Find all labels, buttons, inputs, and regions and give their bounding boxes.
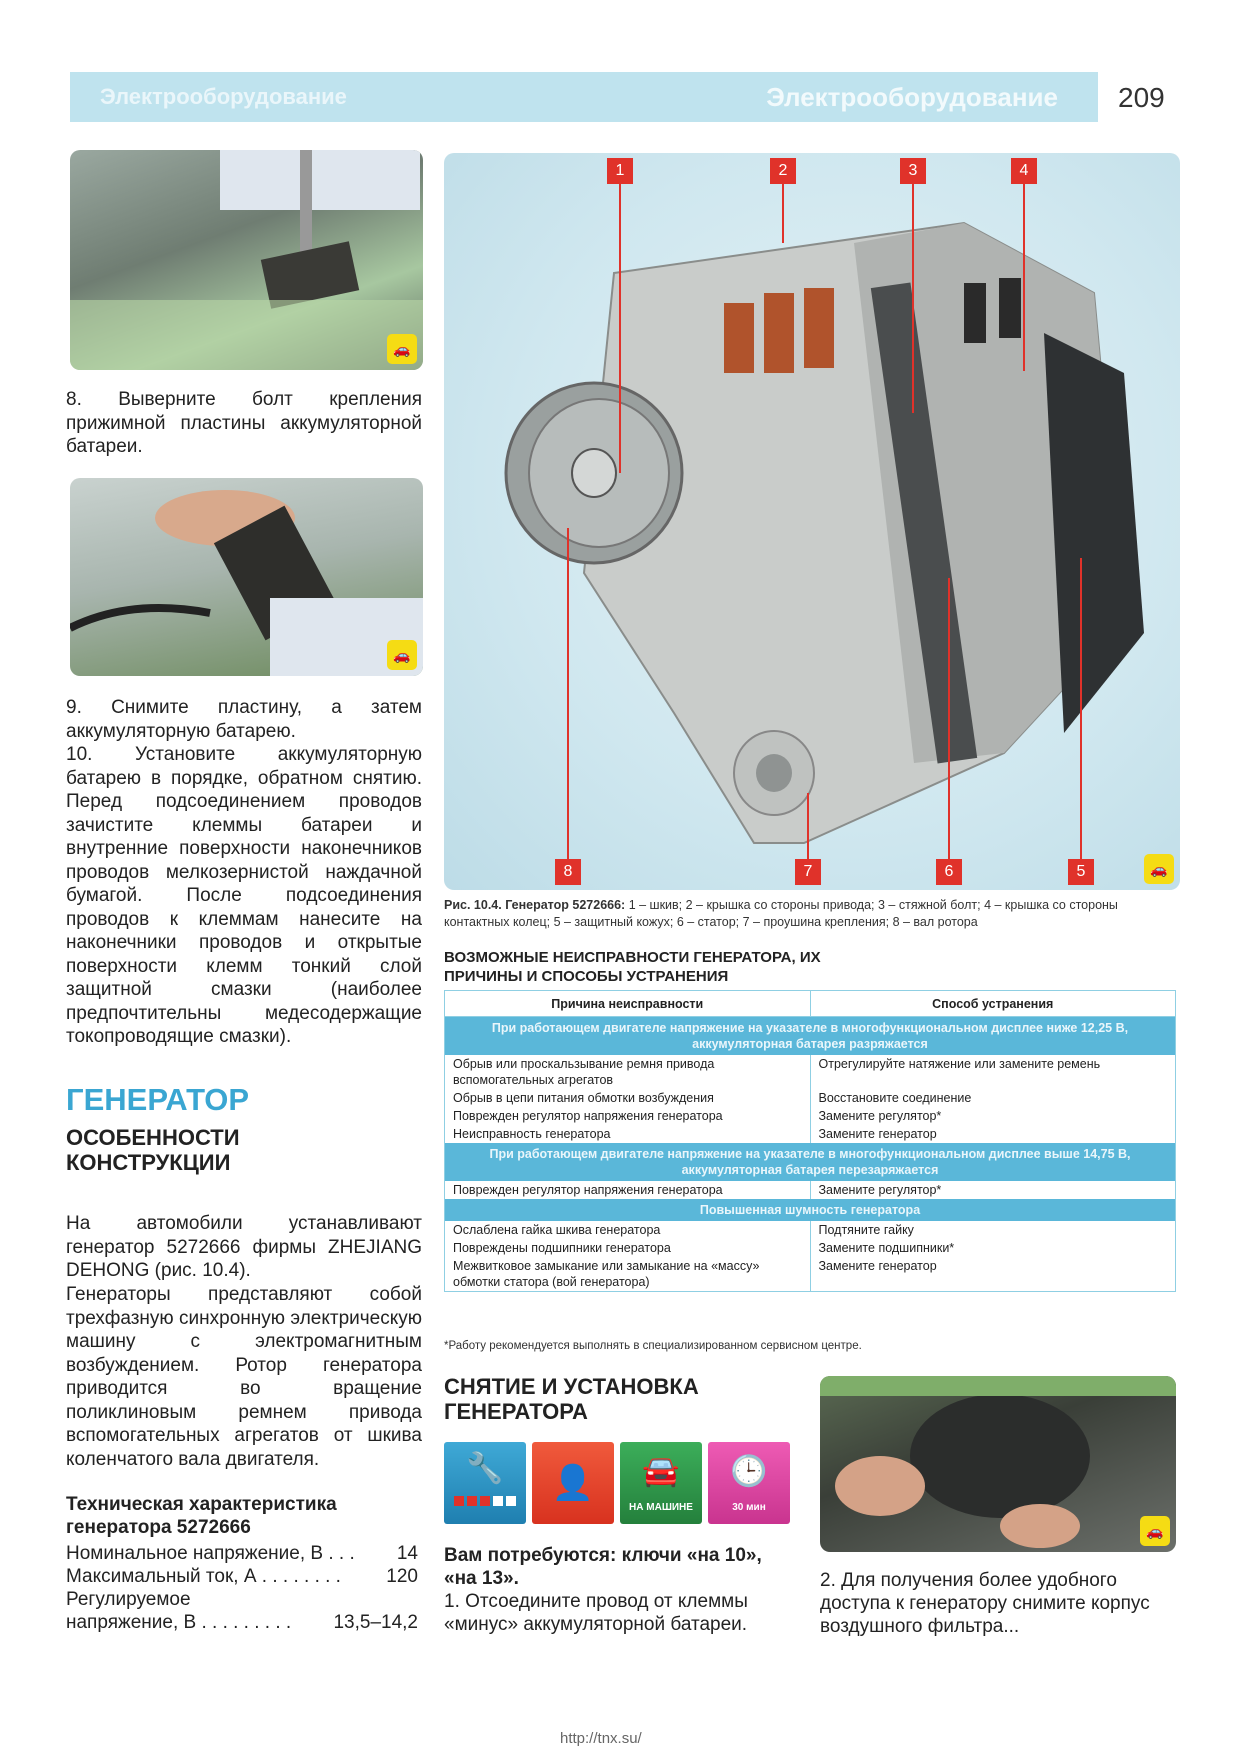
car-badge-icon: 🚗	[1144, 854, 1174, 884]
spec-title: Техническая характеристика генератора 5272666	[66, 1494, 337, 1538]
callout-5: 5	[1068, 859, 1094, 885]
wrench-icon: 🔧	[466, 1452, 504, 1485]
design-paragraph-1: На автомобили устанавливают генератор 5272666 фирмы ZHEJIANG DEHONG (рис. 10.4).	[66, 1213, 422, 1281]
spec-row	[66, 1611, 418, 1634]
step-8-text: 8. Выверните болт крепления прижимной пластины аккумуляторной батареи.	[66, 389, 422, 457]
callout-3: 3	[900, 158, 926, 184]
fix-cell: Замените регулятор*	[818, 1109, 942, 1123]
fix-cell: Отрегулируйте натяжение или замените ремень	[818, 1057, 1101, 1071]
callout-7: 7	[795, 859, 821, 885]
fix-cell: Замените подшипники*	[818, 1241, 955, 1255]
car-badge-container	[1136, 846, 1180, 890]
step-9-text: 9. Снимите пластину, а затем аккумуляторную батарею.	[66, 697, 422, 742]
difficulty-scale	[444, 1496, 526, 1506]
fix-cell: Подтяните гайку	[818, 1223, 914, 1237]
cause-cell: Обрыв в цепи питания обмотки возбуждения	[445, 1089, 811, 1107]
fix-cell: Замените регулятор*	[818, 1183, 942, 1197]
figure-caption-title: Рис. 10.4. Генератор 5272666:	[444, 898, 626, 912]
header-section-right: Электрооборудование	[766, 82, 1058, 112]
table-row	[445, 1257, 1175, 1291]
step-10-text: 10. Установите аккумуляторную батарею в порядке, обратном снятию. Перед подсоединением проводов зачистите клеммы батареи и внутренние поверхности наконечников проводов мелкозернистой наждачной бумагой. После подсоединения проводов к клеммам нанесите на наконечники проводов и открытые поверхности клемм тонкий слой защитной смазки (наиболее предпочтительны медесодержащие токопроводящие смазки).	[66, 744, 422, 1047]
on-car-tile	[620, 1442, 702, 1524]
person-tile	[532, 1442, 614, 1524]
removal-section-title: СНЯТИЕ И УСТАНОВКА ГЕНЕРАТОРА	[444, 1374, 699, 1424]
condition-row: При работающем двигателе напряжение на указателе в многофункциональном дисплее выше 14,75 В, аккумуляторная батарея перезаряжается	[445, 1143, 1175, 1181]
spec-row	[66, 1565, 418, 1588]
table-row	[445, 1125, 1175, 1143]
spec-row	[66, 1588, 418, 1611]
fix-cell: Замените генератор	[818, 1127, 937, 1141]
car-badge-icon: 🚗	[1140, 1516, 1170, 1546]
battery-bolt-illustration	[70, 150, 423, 370]
difficulty-tile	[444, 1442, 526, 1524]
removal-step-1: 1. Отсоедините провод от клеммы «минус» аккумуляторной батареи.	[444, 1591, 748, 1635]
callout-8: 8	[555, 859, 581, 885]
table-row	[445, 1181, 1175, 1199]
battery-bolt-photo	[70, 150, 423, 370]
header-section-left: Электрооборудование	[100, 84, 347, 109]
removal-step-2: 2. Для получения более удобного доступа к генератору снимите корпус воздушного фильтра...	[820, 1570, 1150, 1637]
column-header-fix: Способ устранения	[932, 997, 1054, 1011]
generator-photo	[444, 153, 1180, 890]
air-filter-photo	[820, 1376, 1176, 1552]
cause-cell: Обрыв или проскальзывание ремня привода вспомогательных агрегатов	[445, 1055, 811, 1089]
table-row	[445, 1239, 1175, 1257]
spec-label: напряжение, В . . . . . . . . .	[66, 1612, 292, 1633]
table-row	[445, 1055, 1175, 1089]
cause-cell: Повреждены подшипники генератора	[445, 1239, 811, 1257]
on-car-label: НА МАШИНЕ	[629, 1502, 693, 1513]
footer-url[interactable]: http://tnx.su/	[560, 1730, 642, 1747]
spec-label: Максимальный ток, А . . . . . . . .	[66, 1566, 341, 1587]
cause-cell: Поврежден регулятор напряжения генератора	[445, 1107, 811, 1125]
condition-row: При работающем двигателе напряжение на указателе в многофункциональном дисплее ниже 12,25 В, аккумуляторная батарея разряжается	[445, 1017, 1175, 1055]
cause-cell: Межвитковое замыкание или замыкание на «массу» обмотки статора (вой генератора)	[445, 1257, 811, 1291]
cause-cell: Неисправность генератора	[445, 1125, 811, 1143]
fix-cell: Замените генератор	[818, 1259, 937, 1273]
callout-2: 2	[770, 158, 796, 184]
subsection-title-design: ОСОБЕННОСТИ КОНСТРУКЦИИ	[66, 1125, 240, 1175]
figure-caption	[444, 897, 1180, 931]
design-paragraph-2: Генераторы представляют собой трехфазную синхронную электрическую машину с электромагнитным возбуждением. Ротор генератора приводится во вращение поликлиновым ремнем привода вспомогательных агрегатов от шкива коленчатого вала двигателя.	[66, 1284, 422, 1470]
spec-row	[66, 1542, 418, 1565]
column-header-cause: Причина неисправности	[445, 991, 811, 1016]
table-row	[445, 1089, 1175, 1107]
callout-1: 1	[607, 158, 633, 184]
spec-label: Регулируемое	[66, 1589, 191, 1610]
car-icon: 🚘	[642, 1455, 680, 1488]
table-row	[445, 1107, 1175, 1125]
condition-row: Повышенная шумность генератора	[445, 1199, 1175, 1221]
fault-table-title: ВОЗМОЖНЫЕ НЕИСПРАВНОСТИ ГЕНЕРАТОРА, ИХ ПРИЧИНЫ И СПОСОБЫ УСТРАНЕНИЯ	[444, 949, 821, 985]
table-row	[445, 1221, 1175, 1239]
spec-value: 14	[396, 1543, 418, 1564]
fix-cell: Восстановите соединение	[818, 1091, 972, 1105]
callout-4: 4	[1011, 158, 1037, 184]
spec-value: 120	[386, 1566, 418, 1587]
section-title-generator: ГЕНЕРАТОР	[66, 1082, 250, 1117]
tools-required: Вам потребуются: ключи «на 10», «на 13».	[444, 1545, 762, 1589]
car-badge-icon: 🚗	[387, 640, 417, 670]
person-icon: 👤	[551, 1464, 595, 1502]
fault-table-header	[445, 991, 1175, 1017]
generator-illustration	[444, 153, 1180, 890]
time-tile	[708, 1442, 790, 1524]
callout-6: 6	[936, 859, 962, 885]
table-footnote: *Работу рекомендуется выполнять в специализированном сервисном центре.	[444, 1340, 862, 1352]
page-number: 209	[1118, 82, 1165, 113]
spec-value: 13,5–14,2	[333, 1612, 418, 1633]
figure-caption-text: 1 – шкив; 2 – крышка со стороны привода; 3 – стяжной болт; 4 – крышка со стороны контактных колец; 5 – защитный кожух; 6 – статор; 7 – проушина крепления; 8 – вал ротора	[444, 898, 1118, 929]
time-label: 30 мин	[732, 1502, 766, 1513]
air-filter-illustration	[820, 1376, 1176, 1552]
car-badge-icon: 🚗	[387, 334, 417, 364]
battery-plate-photo	[70, 478, 423, 676]
cause-cell: Ослаблена гайка шкива генератора	[445, 1221, 811, 1239]
fault-table	[444, 990, 1176, 1292]
spec-label: Номинальное напряжение, В . . .	[66, 1543, 355, 1564]
cause-cell: Поврежден регулятор напряжения генератора	[445, 1181, 811, 1199]
clock-icon: 🕒	[730, 1455, 768, 1488]
battery-plate-illustration	[70, 478, 423, 676]
page-header-bar	[70, 72, 1098, 122]
